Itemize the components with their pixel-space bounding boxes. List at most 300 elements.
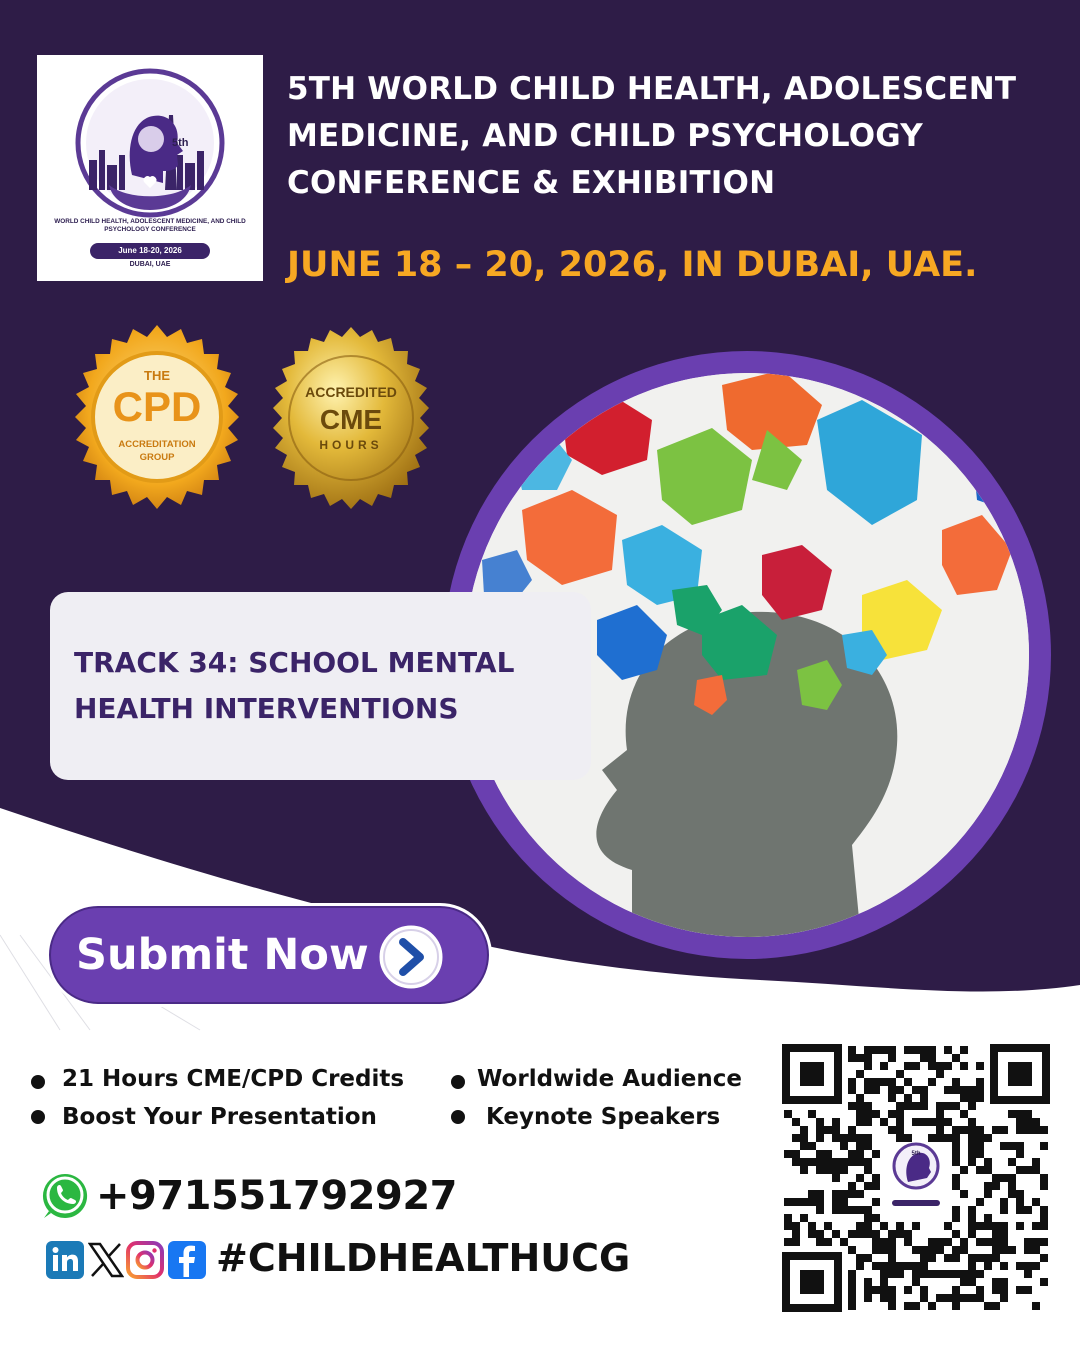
qr-module (976, 1062, 984, 1070)
qr-module (968, 1086, 976, 1094)
qr-module (920, 1270, 928, 1278)
qr-module (1024, 1206, 1032, 1214)
qr-module (856, 1118, 864, 1126)
qr-module (864, 1230, 872, 1238)
qr-module (976, 1238, 984, 1246)
qr-module (968, 1126, 976, 1134)
qr-module (872, 1286, 880, 1294)
feature-item: Boost Your Presentation (62, 1104, 377, 1130)
qr-module (864, 1054, 872, 1062)
qr-module (1016, 1150, 1024, 1158)
qr-module (864, 1118, 872, 1126)
qr-module (896, 1126, 904, 1134)
qr-module (792, 1230, 800, 1238)
qr-module (936, 1062, 944, 1070)
qr-module (888, 1246, 896, 1254)
qr-module (856, 1206, 864, 1214)
qr-module (912, 1118, 920, 1126)
qr-module (1000, 1222, 1008, 1230)
qr-module (832, 1158, 840, 1166)
conference-logo (37, 55, 263, 281)
qr-module (1000, 1238, 1008, 1246)
qr-module (912, 1262, 920, 1270)
qr-module (816, 1158, 824, 1166)
qr-module (800, 1126, 808, 1134)
cpd-badge-line2: CPD (112, 383, 202, 430)
qr-module (952, 1286, 960, 1294)
qr-module (992, 1174, 1000, 1182)
qr-module (1024, 1262, 1032, 1270)
qr-module (880, 1278, 888, 1286)
qr-module (1008, 1142, 1016, 1150)
qr-module (840, 1198, 848, 1206)
qr-module (880, 1078, 888, 1086)
qr-module (968, 1094, 976, 1102)
qr-module (928, 1246, 936, 1254)
qr-module (1016, 1166, 1024, 1174)
qr-module (784, 1150, 792, 1158)
qr-module (960, 1278, 968, 1286)
qr-module (1000, 1198, 1008, 1206)
qr-module (848, 1134, 856, 1142)
qr-module (832, 1198, 840, 1206)
qr-module (872, 1230, 880, 1238)
qr-module (848, 1086, 856, 1094)
qr-module (840, 1134, 848, 1142)
qr-module (856, 1102, 864, 1110)
qr-module (1040, 1222, 1048, 1230)
qr-module (928, 1078, 936, 1086)
qr-module (968, 1134, 976, 1142)
qr-module (816, 1238, 824, 1246)
qr-module (816, 1118, 824, 1126)
qr-module (832, 1174, 840, 1182)
qr-module (904, 1302, 912, 1310)
qr-module (1016, 1286, 1024, 1294)
qr-module (1016, 1190, 1024, 1198)
cme-badge-line2: CME (319, 404, 383, 435)
track-title: TRACK 34: SCHOOL MENTAL HEALTH INTERVENTIONS (74, 646, 515, 725)
qr-module (824, 1150, 832, 1158)
qr-module (984, 1166, 992, 1174)
qr-module (792, 1198, 800, 1206)
qr-module (904, 1102, 912, 1110)
qr-module (968, 1142, 976, 1150)
qr-module (840, 1206, 848, 1214)
qr-module (936, 1134, 944, 1142)
qr-module (864, 1278, 872, 1286)
qr-module (1016, 1110, 1024, 1118)
qr-module (1040, 1278, 1048, 1286)
qr-module (896, 1262, 904, 1270)
qr-module (872, 1110, 880, 1118)
qr-module (952, 1206, 960, 1214)
qr-module (1040, 1254, 1048, 1262)
qr-module (1016, 1198, 1024, 1206)
conference-title: 5TH WORLD CHILD HEALTH, ADOLESCENT MEDICINE, AND CHILD PSYCHOLOGY CONFERENCE & EXHIBITION (287, 71, 1017, 201)
qr-module (968, 1230, 976, 1238)
qr-module (888, 1254, 896, 1262)
qr-module (960, 1270, 968, 1278)
qr-module (840, 1158, 848, 1166)
qr-module (832, 1190, 840, 1198)
qr-module (944, 1238, 952, 1246)
qr-module (848, 1206, 856, 1214)
qr-module (920, 1094, 928, 1102)
chevron-right-icon[interactable] (376, 922, 446, 992)
qr-module (1016, 1142, 1024, 1150)
qr-module (880, 1062, 888, 1070)
cpd-badge-line3: ACCREDITATION (118, 439, 196, 450)
qr-module (832, 1166, 840, 1174)
qr-module (952, 1246, 960, 1254)
qr-module (960, 1166, 968, 1174)
qr-module (904, 1078, 912, 1086)
qr-module (864, 1142, 872, 1150)
qr-module (984, 1254, 992, 1262)
qr-module (936, 1070, 944, 1078)
qr-module (976, 1294, 984, 1302)
qr-module (848, 1182, 856, 1190)
qr-module (888, 1302, 896, 1310)
qr-module (944, 1046, 952, 1054)
qr-module (848, 1230, 856, 1238)
cpd-badge-line4: GROUP (139, 452, 175, 463)
x-icon[interactable] (88, 1241, 126, 1279)
qr-module (960, 1246, 968, 1254)
qr-module (984, 1222, 992, 1230)
cme-accreditation-badge (258, 325, 444, 511)
qr-module (976, 1222, 984, 1230)
qr-module (840, 1190, 848, 1198)
qr-module (856, 1222, 864, 1230)
qr-module (1040, 1126, 1048, 1134)
qr-module (944, 1222, 952, 1230)
qr-module (880, 1262, 888, 1270)
qr-module (872, 1046, 880, 1054)
cme-badge-line1: ACCREDITED (305, 384, 397, 400)
qr-module (816, 1230, 824, 1238)
qr-module (872, 1150, 880, 1158)
qr-module (848, 1126, 856, 1134)
qr-module (960, 1046, 968, 1054)
qr-module (896, 1118, 904, 1126)
qr-module (912, 1086, 920, 1094)
qr-module (936, 1238, 944, 1246)
qr-module (872, 1262, 880, 1270)
qr-module (864, 1166, 872, 1174)
qr-module (928, 1270, 936, 1278)
qr-module (1040, 1206, 1048, 1214)
qr-module (1032, 1166, 1040, 1174)
qr-module (808, 1158, 816, 1166)
qr-module (952, 1150, 960, 1158)
qr-module (912, 1246, 920, 1254)
qr-module (888, 1270, 896, 1278)
qr-module (856, 1262, 864, 1270)
qr-module (872, 1182, 880, 1190)
conference-date: JUNE 18 – 20, 2026, IN DUBAI, UAE. (287, 245, 978, 285)
hashtag: #CHILDHEALTHUCG (216, 1236, 631, 1280)
qr-module (968, 1214, 976, 1222)
qr-module (968, 1270, 976, 1278)
qr-module (848, 1278, 856, 1286)
qr-module (920, 1262, 928, 1270)
qr-module (968, 1150, 976, 1158)
qr-module (992, 1230, 1000, 1238)
qr-module (928, 1238, 936, 1246)
qr-module (944, 1102, 952, 1110)
qr-module (920, 1286, 928, 1294)
bullet-dot (451, 1110, 465, 1124)
phone-number[interactable]: +971551792927 (96, 1173, 457, 1219)
qr-module (984, 1302, 992, 1310)
feature-item: Worldwide Audience (477, 1066, 742, 1092)
bullet-dot (31, 1110, 45, 1124)
qr-module (984, 1214, 992, 1222)
qr-module (872, 1214, 880, 1222)
qr-module (888, 1046, 896, 1054)
qr-module (1024, 1166, 1032, 1174)
bullet-dot (451, 1075, 465, 1089)
qr-module (968, 1118, 976, 1126)
qr-code[interactable] (780, 1042, 1052, 1314)
qr-module (904, 1238, 912, 1246)
qr-module (896, 1134, 904, 1142)
qr-module (856, 1254, 864, 1262)
qr-module (880, 1238, 888, 1246)
qr-module (944, 1062, 952, 1070)
qr-module (976, 1078, 984, 1086)
qr-module (984, 1134, 992, 1142)
qr-module (880, 1222, 888, 1230)
qr-module (1016, 1118, 1024, 1126)
qr-module (920, 1294, 928, 1302)
qr-module (880, 1246, 888, 1254)
qr-module (1000, 1126, 1008, 1134)
qr-module (784, 1214, 792, 1222)
qr-module (984, 1238, 992, 1246)
qr-module (952, 1302, 960, 1310)
qr-module (952, 1182, 960, 1190)
qr-module (928, 1254, 936, 1262)
qr-module (936, 1294, 944, 1302)
qr-module (1000, 1142, 1008, 1150)
qr-module (856, 1190, 864, 1198)
qr-module (888, 1094, 896, 1102)
facebook-icon[interactable] (168, 1241, 206, 1279)
qr-module (936, 1118, 944, 1126)
qr-module (920, 1054, 928, 1062)
qr-module (1008, 1246, 1016, 1254)
qr-module (864, 1158, 872, 1166)
qr-module (992, 1286, 1000, 1294)
qr-module (848, 1270, 856, 1278)
qr-module (1008, 1110, 1016, 1118)
qr-module (1016, 1206, 1024, 1214)
qr-module (848, 1150, 856, 1158)
qr-module (1000, 1286, 1008, 1294)
qr-module (856, 1174, 864, 1182)
qr-module (808, 1190, 816, 1198)
qr-module (984, 1262, 992, 1270)
qr-module (928, 1302, 936, 1310)
qr-module (824, 1222, 832, 1230)
qr-module (824, 1158, 832, 1166)
qr-module (832, 1118, 840, 1126)
cpd-accreditation-badge (63, 323, 251, 511)
qr-module (848, 1046, 856, 1054)
qr-module (848, 1158, 856, 1166)
qr-module (840, 1166, 848, 1174)
qr-module (960, 1086, 968, 1094)
qr-module (896, 1102, 904, 1110)
qr-module (792, 1238, 800, 1246)
qr-module (912, 1270, 920, 1278)
qr-module (816, 1190, 824, 1198)
qr-module (840, 1142, 848, 1150)
logo-location: DUBAI, UAE (129, 261, 171, 268)
qr-module (808, 1230, 816, 1238)
qr-module (800, 1198, 808, 1206)
qr-module (1040, 1174, 1048, 1182)
cpd-badge-line1: THE (144, 368, 170, 383)
qr-module (1024, 1126, 1032, 1134)
qr-module (952, 1214, 960, 1222)
qr-module (1040, 1182, 1048, 1190)
qr-module (792, 1134, 800, 1142)
qr-module (856, 1158, 864, 1166)
qr-module (864, 1286, 872, 1294)
qr-module (1032, 1158, 1040, 1166)
qr-module (832, 1126, 840, 1134)
cme-badge-line3: HOURS (319, 438, 383, 452)
qr-module (1032, 1118, 1040, 1126)
qr-module (992, 1278, 1000, 1286)
qr-module (896, 1222, 904, 1230)
qr-module (1000, 1278, 1008, 1286)
feature-item: Keynote Speakers (486, 1104, 721, 1130)
qr-module (856, 1054, 864, 1062)
qr-module (856, 1110, 864, 1118)
qr-module (944, 1134, 952, 1142)
qr-module (848, 1102, 856, 1110)
submit-now-label[interactable]: Submit Now (76, 930, 369, 980)
qr-module (928, 1054, 936, 1062)
qr-module (976, 1166, 984, 1174)
qr-module (992, 1222, 1000, 1230)
qr-module (960, 1110, 968, 1118)
qr-module (920, 1254, 928, 1262)
qr-module (792, 1158, 800, 1166)
whatsapp-icon[interactable] (40, 1171, 90, 1221)
qr-module (888, 1294, 896, 1302)
qr-module (1032, 1222, 1040, 1230)
qr-module (872, 1174, 880, 1182)
qr-module (1000, 1262, 1008, 1270)
qr-module (912, 1046, 920, 1054)
feature-item: 21 Hours CME/CPD Credits (62, 1066, 405, 1092)
qr-module (1024, 1246, 1032, 1254)
qr-module (896, 1070, 904, 1078)
qr-module (1040, 1238, 1048, 1246)
qr-module (976, 1094, 984, 1102)
qr-module (864, 1134, 872, 1142)
qr-module (936, 1110, 944, 1118)
qr-module (784, 1222, 792, 1230)
qr-module (960, 1094, 968, 1102)
qr-module (952, 1086, 960, 1094)
qr-module (864, 1222, 872, 1230)
qr-module (816, 1166, 824, 1174)
qr-module (880, 1118, 888, 1126)
logo-conference-name: WORLD CHILD HEALTH, ADOLESCENT MEDICINE, AND CHILD PSYCHOLOGY CONFERENCE (54, 218, 246, 233)
qr-module (1008, 1158, 1016, 1166)
qr-module (1016, 1222, 1024, 1230)
qr-module (952, 1270, 960, 1278)
qr-module (1008, 1190, 1016, 1198)
qr-module (976, 1086, 984, 1094)
qr-module (944, 1270, 952, 1278)
qr-module (968, 1278, 976, 1286)
qr-module (1032, 1198, 1040, 1206)
qr-module (864, 1086, 872, 1094)
qr-module (976, 1270, 984, 1278)
qr-module (1000, 1174, 1008, 1182)
qr-module (792, 1118, 800, 1126)
qr-module (888, 1286, 896, 1294)
qr-module (960, 1294, 968, 1302)
qr-module (840, 1238, 848, 1246)
qr-module (808, 1198, 816, 1206)
qr-module (864, 1254, 872, 1262)
qr-module (904, 1062, 912, 1070)
instagram-icon[interactable] (126, 1241, 164, 1279)
logo-edition: 5th (172, 137, 189, 149)
qr-module (880, 1294, 888, 1302)
qr-module (872, 1086, 880, 1094)
qr-module (928, 1134, 936, 1142)
qr-module (904, 1230, 912, 1238)
qr-module (816, 1134, 824, 1142)
qr-module (920, 1118, 928, 1126)
qr-module (864, 1206, 872, 1214)
qr-module (944, 1254, 952, 1262)
qr-module (856, 1150, 864, 1158)
qr-module (864, 1294, 872, 1302)
qr-module (984, 1182, 992, 1190)
qr-module (944, 1294, 952, 1302)
qr-module (784, 1110, 792, 1118)
qr-module (848, 1054, 856, 1062)
qr-module (952, 1054, 960, 1062)
qr-module (992, 1246, 1000, 1254)
qr-module (864, 1102, 872, 1110)
linkedin-icon[interactable] (46, 1241, 84, 1279)
qr-module (856, 1142, 864, 1150)
qr-module (848, 1190, 856, 1198)
qr-module (848, 1078, 856, 1086)
qr-module (816, 1206, 824, 1214)
qr-module (944, 1118, 952, 1126)
qr-module (896, 1086, 904, 1094)
qr-module (1032, 1246, 1040, 1254)
qr-module (848, 1286, 856, 1294)
qr-module (1000, 1206, 1008, 1214)
bullet-dot (31, 1075, 45, 1089)
qr-module (896, 1270, 904, 1278)
qr-module (856, 1070, 864, 1078)
